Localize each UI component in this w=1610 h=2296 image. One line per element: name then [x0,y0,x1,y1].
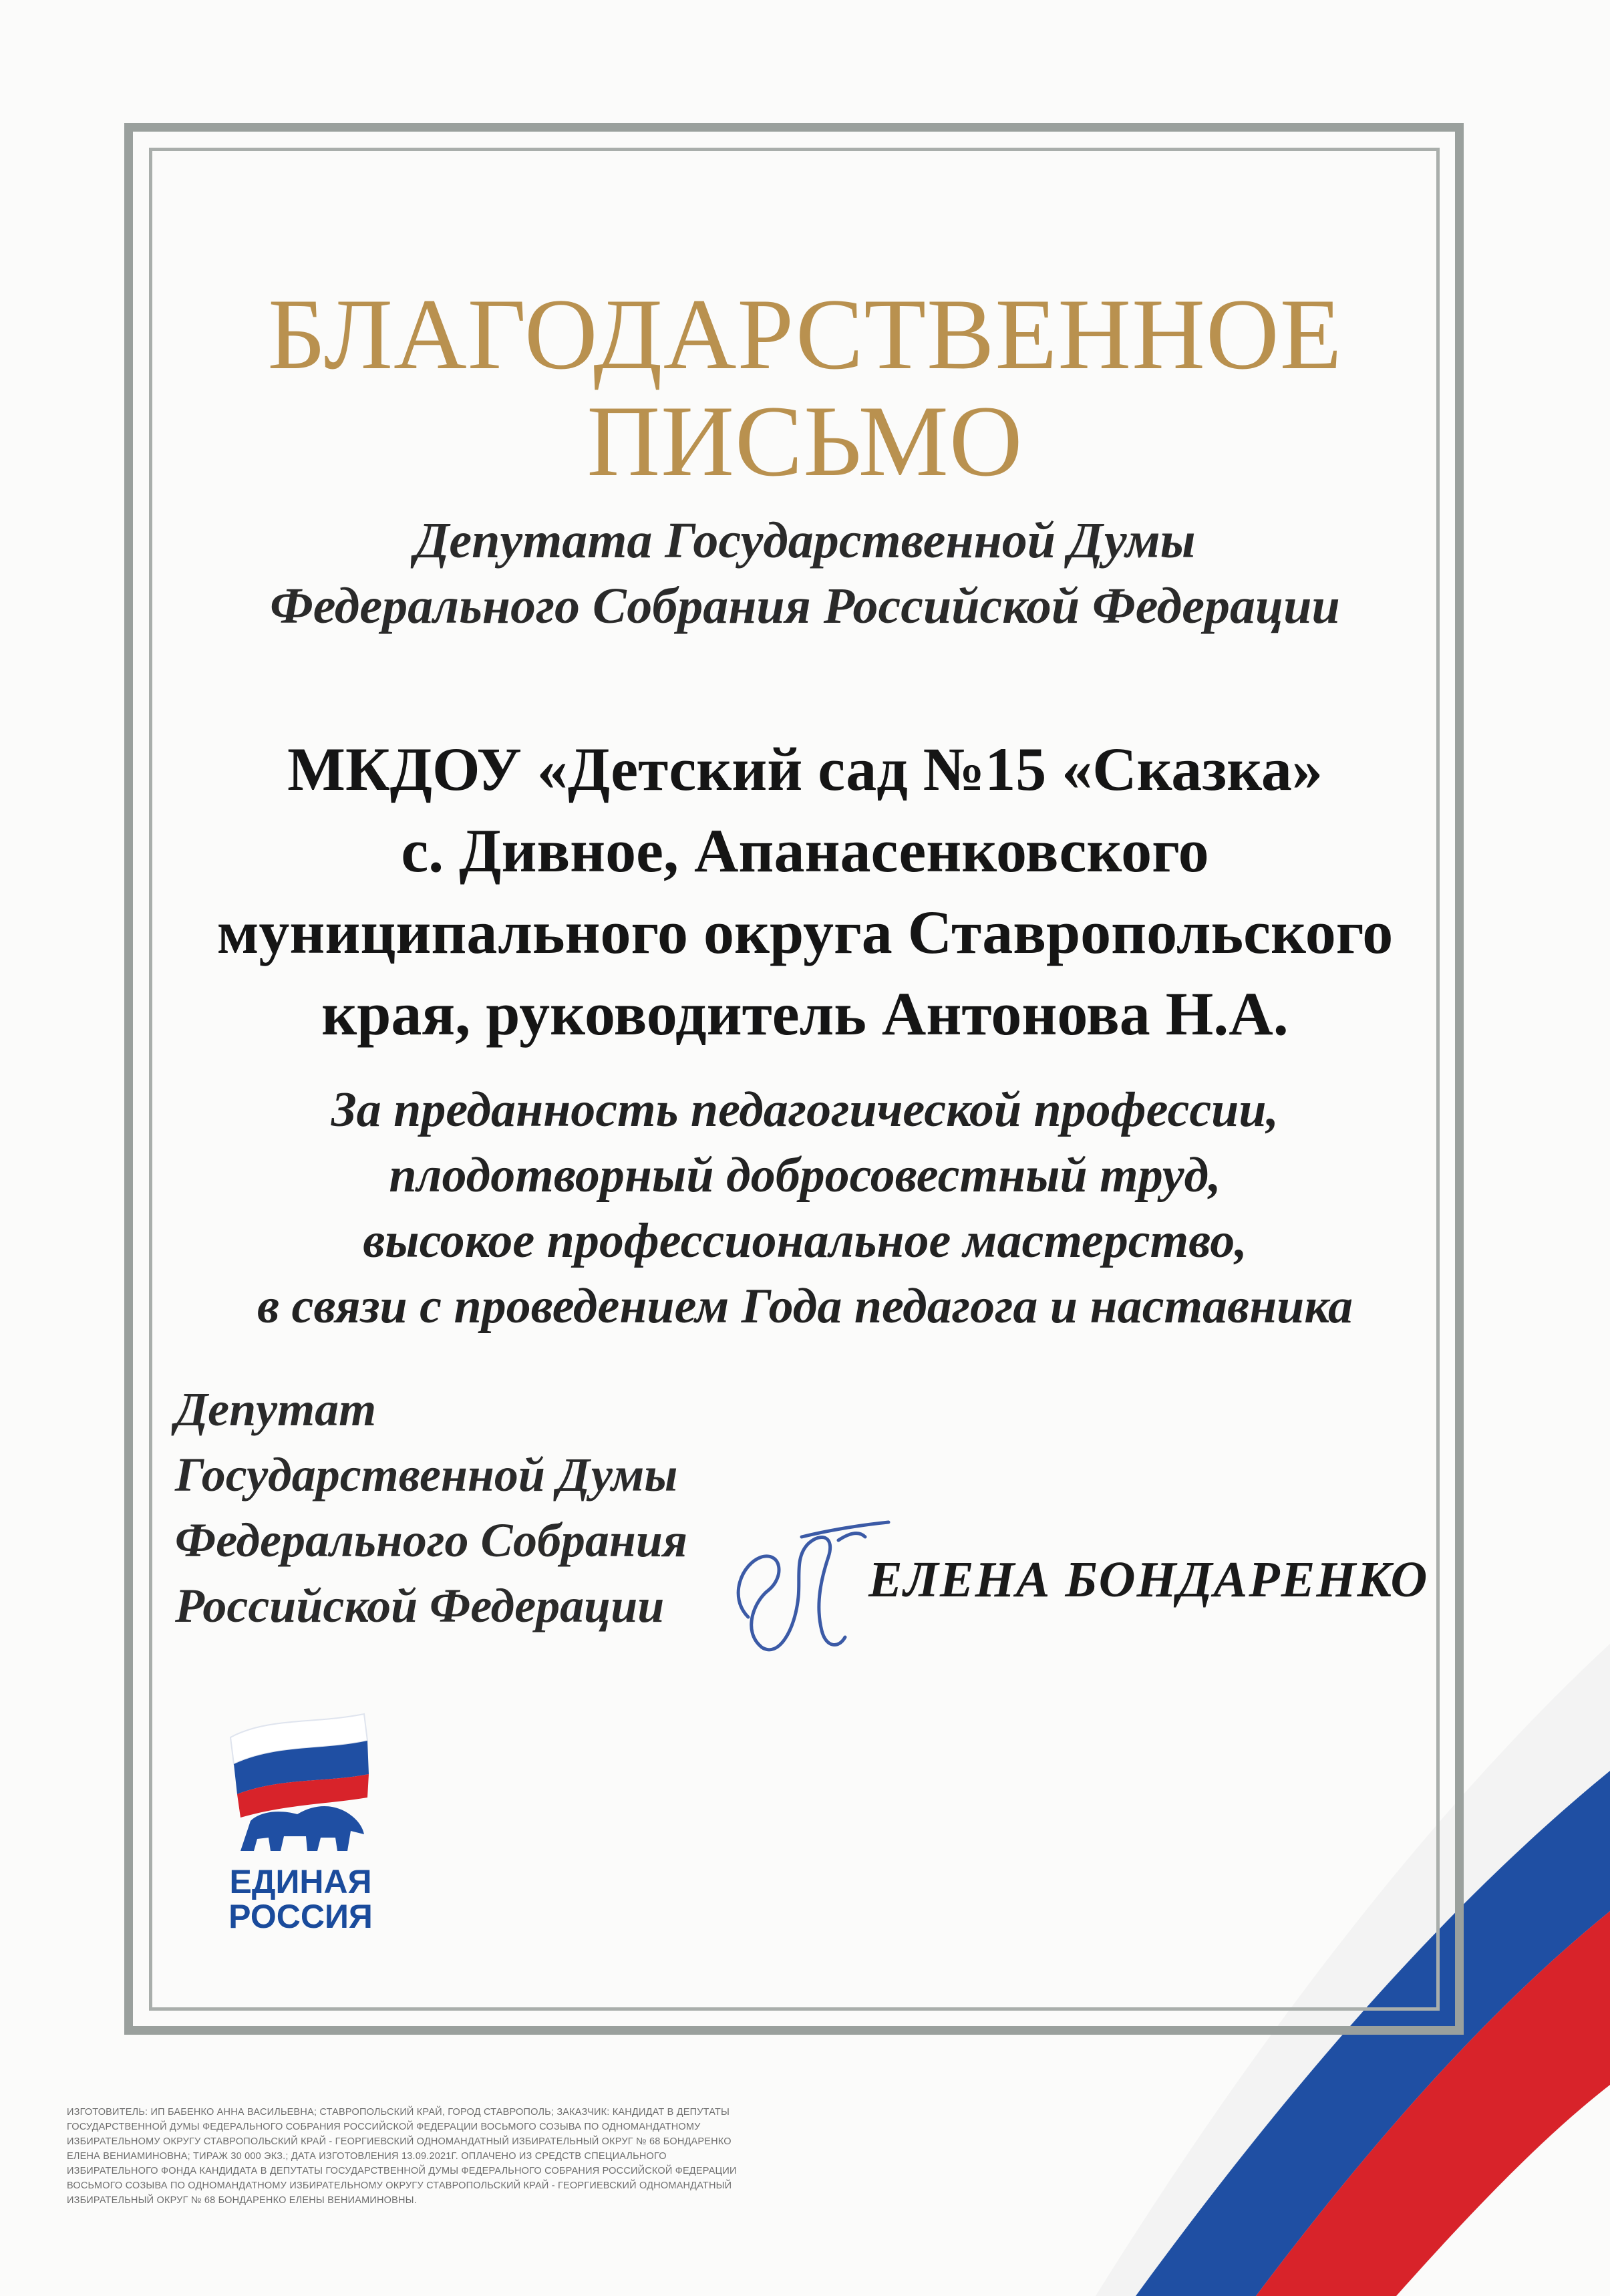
logo-wordmark [200,1864,401,1934]
recipient-line: края, руководитель Антонова Н.А. [321,980,1289,1048]
recipient-block [167,728,1443,1054]
issuer-block [200,508,1410,639]
document-title-line-1: БЛАГОДАРСТВЕННОЕ [267,278,1343,390]
signer-title-line: Федерального Собрания [175,1514,688,1567]
reason-block [167,1077,1443,1339]
signer-title-line: Российской Федерации [175,1579,665,1632]
signer-title-block [175,1377,687,1638]
signer-title-line: Депутат [175,1383,377,1436]
bear-flag-emblem-icon [214,1711,381,1878]
recipient-line: МКДОУ «Детский сад №15 «Сказка» [287,735,1323,803]
imprint-line: ИЗБИРАТЕЛЬНОГО ФОНДА КАНДИДАТА В ДЕПУТАТЫ ГОСУДАРСТВЕННОЙ ДУМЫ ФЕДЕРАЛЬНОГО СОБРАНИЯ РОССИЙСКОЙ ФЕДЕРАЦИИ [67,2166,737,2176]
imprint-line: ГОСУДАРСТВЕННОЙ ДУМЫ ФЕДЕРАЛЬНОГО СОБРАНИЯ РОССИЙСКОЙ ФЕДЕРАЦИИ ВОСЬМОГО СОЗЫВА ПО ОДНОМАНДАТНОМУ [67,2122,701,2132]
signer-name: ЕЛЕНА БОНДАРЕНКО [868,1552,1429,1608]
recipient-line: муниципального округа Ставропольского [216,898,1394,966]
imprint-line: ИЗБИРАТЕЛЬНОМУ ОКРУГУ СТАВРОПОЛЬСКИЙ КРАЙ - ГЕОРГИЕВСКИЙ ОДНОМАНДАТНЫЙ ИЗБИРАТЕЛЬНЫЙ ОКРУГ № 68 БОНДАРЕНКО [67,2136,732,2147]
recipient-line: с. Дивное, Апанасенковского [401,817,1209,885]
reason-line: высокое профессиональное мастерство, [363,1213,1247,1268]
imprint-line: ИЗГОТОВИТЕЛЬ: ИП БАБЕНКО АННА ВАСИЛЬЕВНА; СТАВРОПОЛЬСКИЙ КРАЙ, ГОРОД СТАВРОПОЛЬ; ЗАКАЗЧИК: КАНДИДАТ В ДЕПУТАТЫ [67,2107,730,2118]
reason-line: За преданность педагогической профессии, [331,1083,1279,1137]
reason-line: в связи с проведением Года педагога и наставника [257,1279,1353,1334]
logo-text-line: ЕДИНАЯ [229,1863,372,1900]
signer-title-line: Государственной Думы [175,1448,678,1501]
logo-text-line: РОССИЯ [228,1898,373,1935]
imprint-line: ИЗБИРАТЕЛЬНЫЙ ОКРУГ № 68 БОНДАРЕНКО ЕЛЕНЫ ВЕНИАМИНОВНЫ. [67,2195,417,2206]
print-imprint [67,2105,868,2208]
imprint-line: ЕЛЕНА ВЕНИАМИНОВНА; ТИРАЖ 30 000 ЭКЗ.; ДАТА ИЗГОТОВЛЕНИЯ 13.09.2021Г. ОПЛАЧЕНО ИЗ СРЕДСТВ СПЕЦИАЛЬНОГО [67,2151,667,2162]
imprint-line: ВОСЬМОГО СОЗЫВА ПО ОДНОМАНДАТНОМУ ИЗБИРАТЕЛЬНОМУ ОКРУГУ СТАВРОПОЛЬСКИЙ КРАЙ - ГЕОРГИЕВСКИЙ ОДНОМАНДАТНЫЙ [67,2180,732,2191]
issuer-line: Депутата Государственной Думы [414,513,1196,569]
reason-line: плодотворный добросовестный труд, [389,1148,1221,1203]
issuer-line: Федерального Собрания Российской Федерации [270,578,1340,634]
document-title-line-2: ПИСЬМО [587,385,1023,497]
